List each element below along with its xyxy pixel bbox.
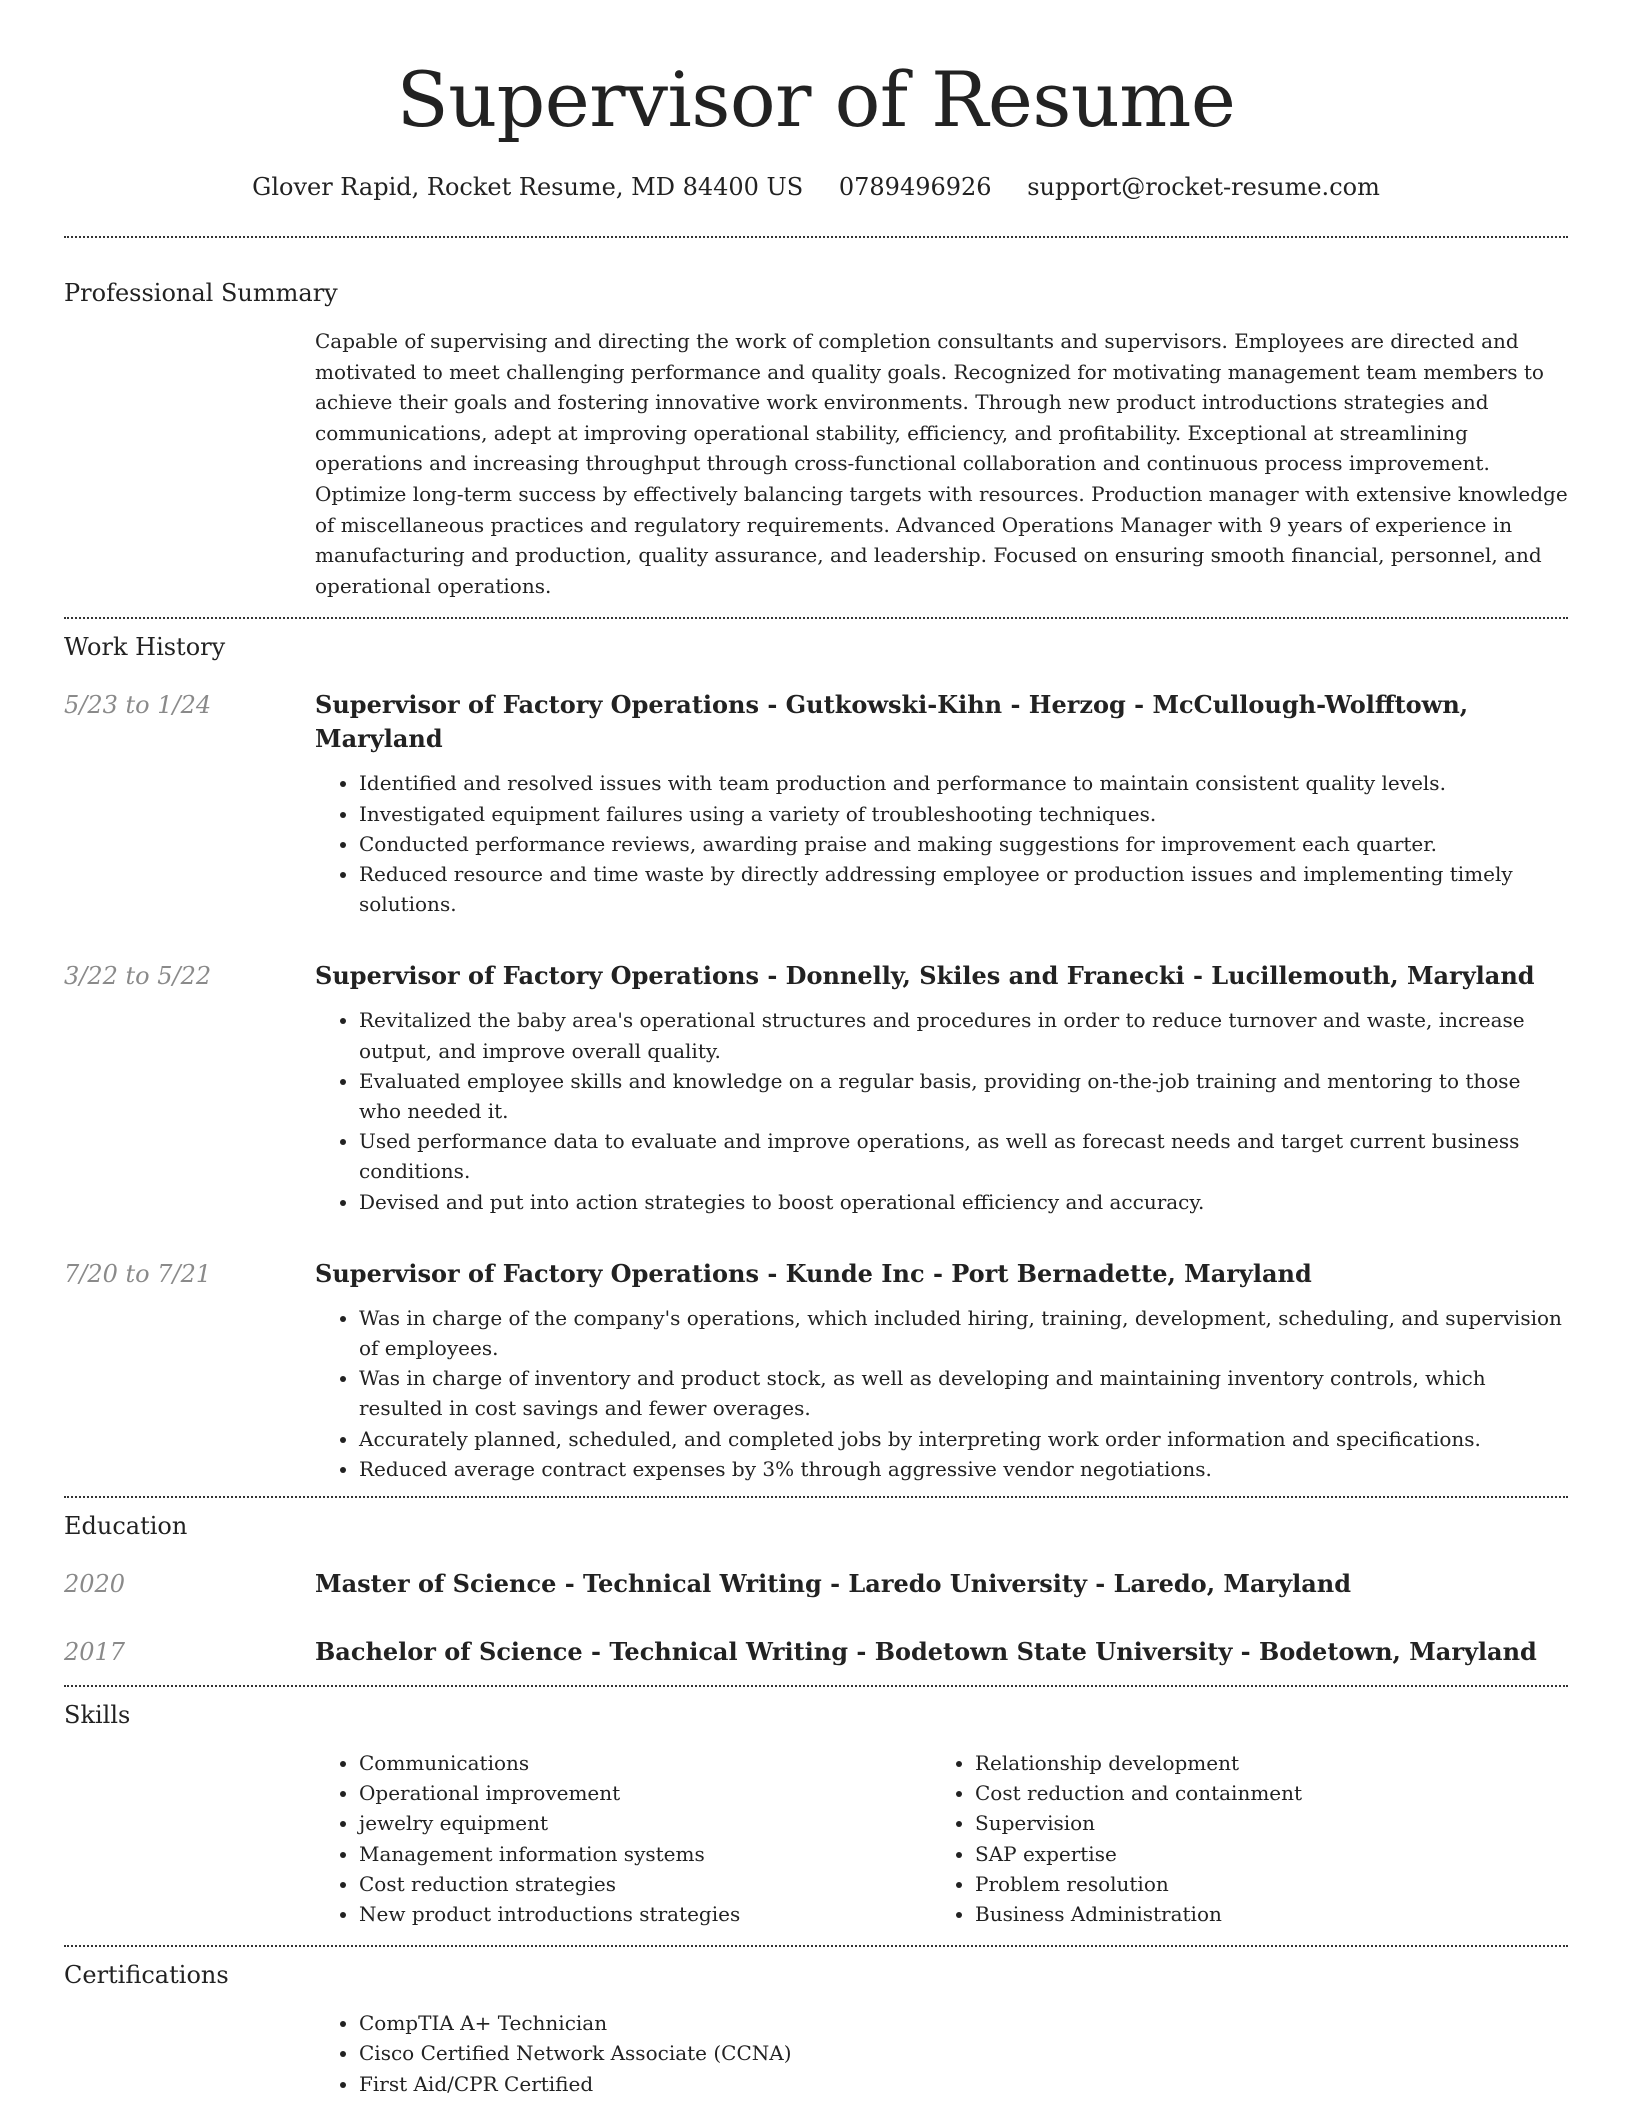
resume-name: Supervisor of Resume	[396, 55, 1236, 144]
education-heading: Education	[64, 1512, 188, 1540]
list-item: • Business Administration	[975, 1899, 1568, 1929]
section-divider	[64, 1945, 1568, 1947]
job-entry	[64, 688, 1568, 919]
skills-list-left	[315, 1748, 931, 1929]
work-history-section	[64, 630, 1568, 1484]
list-item: • SAP expertise	[975, 1839, 1568, 1869]
education-entry	[64, 1567, 1568, 1601]
list-item: • Problem resolution	[975, 1869, 1568, 1899]
list-item: • jewelry equipment	[359, 1808, 931, 1838]
list-item: • Relationship development	[975, 1748, 1568, 1778]
resume-page	[64, 0, 1568, 2099]
job-dates: 3/22 to 5/22	[64, 962, 212, 991]
list-item: • New product introductions strategies	[359, 1899, 931, 1929]
job-bullets	[315, 768, 1568, 919]
list-item: • Was in charge of the company's operations, which included hiring, training, development, scheduling, and supervision of employees.	[359, 1303, 1568, 1363]
job-title: Supervisor of Factory Operations - Kunde Inc - Port Bernadette, Maryland	[315, 1258, 1312, 1288]
contact-address: Glover Rapid, Rocket Resume, MD 84400 US	[252, 173, 804, 201]
contact-line	[64, 170, 1568, 204]
job-bullets	[315, 1005, 1568, 1216]
certifications-heading: Certifications	[64, 1961, 229, 1990]
summary-heading: Professional Summary	[64, 279, 338, 307]
skills-heading: Skills	[64, 1701, 131, 1729]
education-title: Bachelor of Science - Technical Writing - Bodetown State University - Bodetown, Maryland	[315, 1637, 1537, 1666]
list-item: • Management information systems	[359, 1839, 931, 1869]
list-item: • CompTIA A+ Technician	[359, 2008, 1568, 2038]
skills-section	[64, 1698, 1568, 1929]
education-year: 2020	[64, 1570, 126, 1598]
list-item: • Cisco Certified Network Associate (CCNA)	[359, 2038, 1568, 2068]
list-item: • Accurately planned, scheduled, and completed jobs by interpreting work order information and specifications.	[359, 1424, 1568, 1454]
list-item: • Cost reduction and containment	[975, 1778, 1568, 1808]
job-entry	[64, 959, 1568, 1216]
list-item: • Devised and put into action strategies to boost operational efficiency and accuracy.	[359, 1187, 1568, 1217]
contact-email[interactable]: support@rocket-resume.com	[1027, 173, 1380, 201]
education-title: Master of Science - Technical Writing - Laredo University - Laredo, Maryland	[315, 1569, 1352, 1598]
job-entry	[64, 1257, 1568, 1484]
list-item: • Reduced resource and time waste by directly addressing employee or production issues and implementing timely solutions.	[359, 859, 1568, 919]
list-item: • First Aid/CPR Certified	[359, 2069, 1568, 2099]
work-history-heading: Work History	[64, 633, 226, 662]
job-dates: 7/20 to 7/21	[64, 1259, 212, 1288]
education-year: 2017	[64, 1638, 126, 1666]
contact-phone: 0789496926	[838, 173, 992, 201]
section-divider	[64, 236, 1568, 238]
job-dates: 5/23 to 1/24	[64, 691, 212, 720]
education-section	[64, 1509, 1568, 1669]
certifications-section	[64, 1958, 1568, 2099]
list-item: • Cost reduction strategies	[359, 1869, 931, 1899]
certifications-list	[315, 2008, 1568, 2099]
section-divider	[64, 1685, 1568, 1687]
job-bullets	[315, 1303, 1568, 1484]
education-entry	[64, 1635, 1568, 1669]
list-item: • Identified and resolved issues with team production and performance to maintain consistent quality levels.	[359, 768, 1568, 798]
list-item: • Used performance data to evaluate and improve operations, as well as forecast needs and target current business conditions.	[359, 1126, 1568, 1186]
section-divider	[64, 617, 1568, 619]
summary-text: Capable of supervising and directing the work of completion consultants and supervisors. Employees are directed and motivated to meet challenging performance and quality goals. Recognized for motivating management team members to achieve their goals and fostering innovative work environments. Through new product introductions strategies and communications, adept at improving operational stability, efficiency, and profitability. Exceptional at streamlining operations and increasing throughput through cross-functional collaboration and continuous process improvement. Optimize long-term success by effectively balancing targets with resources. Production manager with extensive knowledge of miscellaneous practices and regulatory requirements. Advanced Operations Manager with 9 years of experience in manufacturing and production, quality assurance, and leadership. Focused on ensuring smooth financial, personnel, and operational operations.	[315, 329, 1568, 598]
list-item: • Investigated equipment failures using a variety of troubleshooting techniques.	[359, 799, 1568, 829]
list-item: • Revitalized the baby area's operational structures and procedures in order to reduce turnover and waste, increase output, and improve overall quality.	[359, 1005, 1568, 1065]
summary-section	[64, 276, 1568, 601]
list-item: • Evaluated employee skills and knowledge on a regular basis, providing on-the-job training and mentoring to those who needed it.	[359, 1066, 1568, 1126]
job-title: Supervisor of Factory Operations - Donnelly, Skiles and Franecki - Lucillemouth, Maryland	[315, 961, 1535, 991]
list-item: • Supervision	[975, 1808, 1568, 1838]
list-item: • Was in charge of inventory and product stock, as well as developing and maintaining inventory controls, which resulted in cost savings and fewer overages.	[359, 1363, 1568, 1423]
section-divider	[64, 1496, 1568, 1498]
list-item: • Operational improvement	[359, 1778, 931, 1808]
list-item: • Reduced average contract expenses by 3% through aggressive vendor negotiations.	[359, 1454, 1568, 1484]
list-item: • Communications	[359, 1748, 931, 1778]
list-item: • Conducted performance reviews, awarding praise and making suggestions for improvement each quarter.	[359, 829, 1568, 859]
skills-list-right	[931, 1748, 1568, 1929]
job-title: Supervisor of Factory Operations - Gutkowski-Kihn - Herzog - McCullough-Wolfftown, Maryland	[315, 690, 1469, 754]
